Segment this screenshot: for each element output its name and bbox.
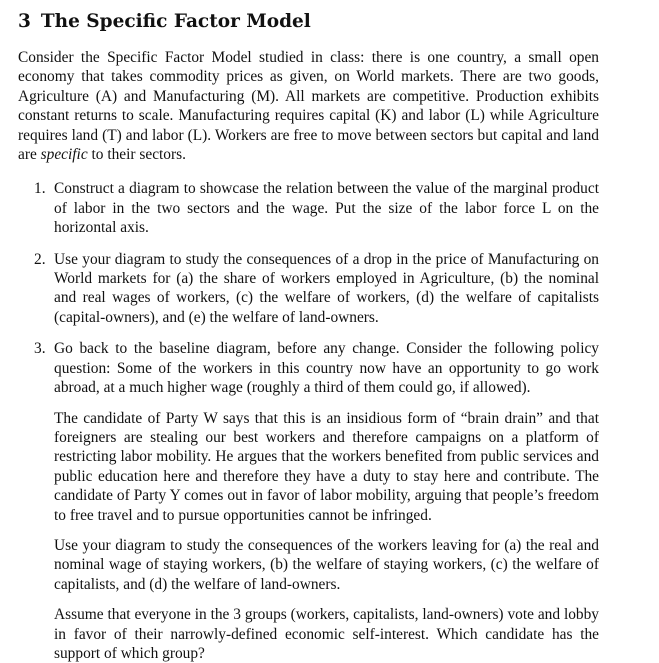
intro-text-end: to their sectors.	[87, 146, 186, 164]
question-paragraph: Assume that everyone in the 3 groups (workers, capitalists, land-owners) vote and lobby in favor of their narrowly-defined economic self-interest. Which candidate has the support of which group?	[54, 606, 599, 662]
intro-paragraph	[18, 48, 599, 164]
section-heading	[18, 10, 599, 34]
section-number: 3	[18, 11, 31, 32]
question-paragraph: Use your diagram to study the consequences of a drop in the price of Manufacturing on World markets for (a) the share of workers employed in Agriculture, (b) the nominal and real wages of workers, (c) the welfare of workers, (d) the welfare of capitalists (capital-owners), and (e) the welfare of land-owners.	[54, 250, 599, 326]
question-paragraph: Construct a diagram to showcase the relation between the value of the marginal product of labor in the two sectors and the wage. Put the size of the labor force L on the horizontal axis.	[54, 180, 599, 237]
question-list	[18, 179, 599, 663]
question-item-3	[18, 339, 599, 663]
intro-text-start: Consider the Specific Factor Model studied in class: there is one country, a small open economy that takes commodity prices as given, on World markets. There are two goods, Agriculture (A) and Manufacturing (M). All markets are competitive. Production exhibits constant returns to scale. Manufacturing requires capital (K) and labor (L) while Agriculture requires land (T) and labor (L). Workers are free to move between sectors but capital and land are	[18, 49, 599, 164]
question-number: 3.	[34, 340, 46, 358]
question-paragraph: The candidate of Party W says that this is an insidious form of “brain drain” and that foreigners are stealing our best workers and therefore campaigns on a platform of restricting labor mobility. He argues that the workers benefited from public services and public education here and therefore they have a duty to stay here and contribute. The candidate of Party Y comes out in favor of labor mobility, arguing that people’s freedom to free travel and to pursue opportunities cannot be infringed.	[54, 409, 599, 524]
question-item-2	[18, 250, 599, 328]
section-title: The Specific Factor Model	[40, 11, 311, 32]
question-number: 1.	[34, 180, 46, 198]
question-paragraph: Go back to the baseline diagram, before any change. Consider the following policy question: Some of the workers in this country now have an opportunity to go work abroad, at a much higher wage (roughly a third of them could go, if allowed).	[54, 340, 599, 397]
question-number: 2.	[34, 250, 46, 268]
question-item-1	[18, 179, 599, 237]
question-paragraph: Use your diagram to study the consequences of the workers leaving for (a) the real and nominal wage of staying workers, (b) the welfare of staying workers, (c) the welfare of capitalists, and (d) the welfare of land-owners.	[54, 536, 599, 593]
intro-italic-word: specific	[40, 146, 88, 164]
